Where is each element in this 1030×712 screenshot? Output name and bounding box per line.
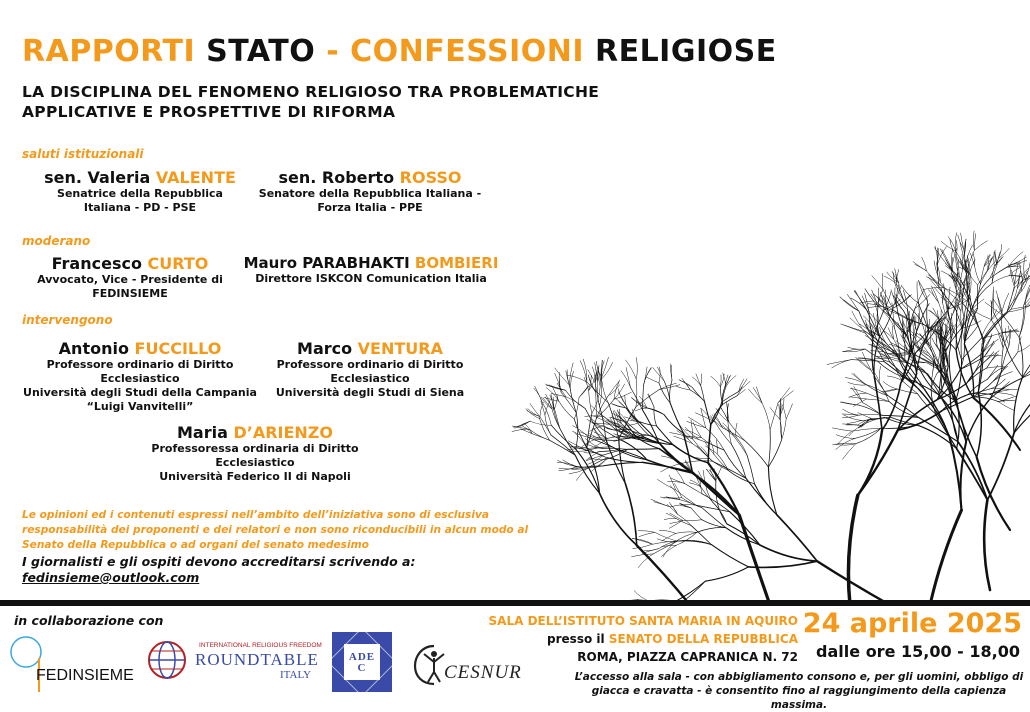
speaker-fuccillo: Antonio FUCCILLO Professore ordinario di Diritto Ecclesiastico Università degli Studi della Campania “Luigi Vanvitelli”: [23, 339, 257, 413]
irf-roundtable-logo: INTERNATIONAL RELIGIOUS FREEDOM ROUNDTABLE ITALY: [145, 638, 325, 690]
collaboration-label: in collaborazione con: [14, 613, 164, 628]
speaker-curto: Francesco CURTO Avvocato, Vice - Presidente di FEDINSIEME: [37, 254, 223, 300]
cesnur-logo: CESNUR: [410, 640, 540, 690]
footer-divider: [0, 600, 1030, 606]
event-title: RAPPORTI STATO - CONFESSIONI RELIGIOSE: [22, 34, 777, 69]
disclaimer-text: Le opinioni ed i contenuti espressi nell’ambito dell’iniziativa sono di esclusiva responsabilità dei proponenti e dei relatori e non sono riconducibili in alcun modo al Senato della Repubblica o ad organi del senato medesimo: [22, 509, 529, 551]
venue-institution: presso il SENATO DELLA REPUBBLICA: [547, 632, 798, 646]
speaker-ventura: Marco VENTURA Professore ordinario di Diritto Ecclesiastico Università degli Studi di Siena: [275, 339, 465, 399]
section-label-intervengono: intervengono: [22, 313, 113, 327]
accreditation-text: I giornalisti e gli ospiti devono accreditarsi scrivendo a:: [22, 554, 416, 569]
speaker-darienzo: Maria D’ARIENZO Professoressa ordinaria di Diritto Ecclesiastico Università Federico II di Napoli: [151, 423, 359, 483]
globe-icon: [145, 638, 189, 682]
event-date: 24 aprile 2025: [802, 608, 1022, 639]
speaker-valente: sen. Valeria VALENTE Senatrice della Repubblica Italiana - PD - PSE: [44, 168, 236, 214]
section-label-moderano: moderano: [22, 234, 91, 248]
speaker-rosso: sen. Roberto ROSSO Senatore della Repubblica Italiana - Forza Italia - PPE: [258, 168, 482, 214]
access-note: L’accesso alla sala - con abbigliamento consono e, per gli uomini, obbligo di giacca e cravatta - è consentito fino al raggiungimento della capienza massima.: [574, 671, 1024, 711]
venue-hall: SALA DELL’ISTITUTO SANTA MARIA IN AQUIRO: [488, 614, 798, 628]
fedinsieme-logo: FEDINSIEME: [8, 634, 138, 692]
section-label-saluti: saluti istituzionali: [22, 147, 144, 161]
adec-logo: ADEC: [332, 632, 392, 692]
contact-email-link[interactable]: fedinsieme@outlook.com: [22, 570, 200, 585]
event-subtitle: LA DISCIPLINA DEL FENOMENO RELIGIOSO TRA PROBLEMATICHE APPLICATIVE E PROSPETTIVE DI RIFORMA: [22, 83, 600, 121]
venue-address: ROMA, PIAZZA CAPRANICA N. 72: [577, 650, 798, 664]
speaker-bombieri: Mauro PARABHAKTI BOMBIERI Direttore ISKCON Comunication Italia: [243, 254, 499, 285]
event-hours: dalle ore 15,00 - 18,00: [816, 642, 1020, 661]
